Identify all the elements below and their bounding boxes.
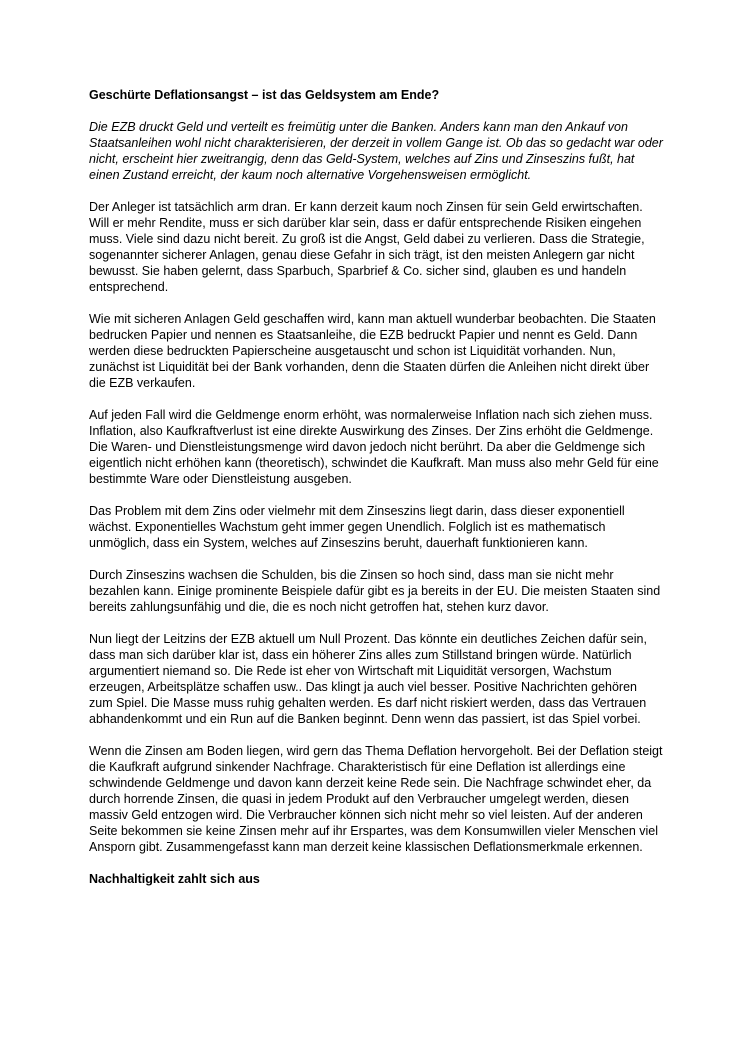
paragraph-1: Der Anleger ist tatsächlich arm dran. Er kann derzeit kaum noch Zinsen für sein Geld erwirtschaften. Will er mehr Rendite, muss er sich darüber klar sein, dass er dafür entsprechende Risiken eingehen muss. Viele sind dazu nicht bereit. Zu groß ist die Angst, Geld dabei zu verlieren. Dass die Strategie, sogenannter sicherer Anlagen, genau diese Gefahr in sich trägt, ist den meisten Anlegern gar nicht bewusst. Sie haben gelernt, dass Sparbuch, Sparbrief & Co. sicher sind, glauben es und handeln entsprechend. [89, 200, 645, 294]
section-heading: Nachhaltigkeit zahlt sich aus [89, 872, 260, 886]
paragraph-3: Auf jeden Fall wird die Geldmenge enorm erhöht, was normalerweise Inflation nach sich ziehen muss. Inflation, also Kaufkraftverlust ist eine direkte Auswirkung des Zinses. Der Zins erhöht die Geldmenge. Die Waren- und Dienstleistungsmenge wird davon jedoch nicht berührt. Da aber die Geldmenge sich eigentlich nicht erhöhen kann (theoretisch), schwindet die Kaufkraft. Man muss also mehr Geld für eine bestimmte Ware oder Dienstleistung ausgeben. [89, 408, 659, 486]
paragraph-2: Wie mit sicheren Anlagen Geld geschaffen wird, kann man aktuell wunderbar beobachten. Die Staaten bedrucken Papier und nennen es Staatsanleihe, die EZB bedruckt Papier und nennt es Geld. Dann werden diese bedruckten Papierscheine ausgetauscht und schon ist Liquidität vorhanden. Nun, zunächst ist Liquidität bei der Bank vorhanden, denn die Staaten dürfen die Anleihen nicht direkt über die EZB verkaufen. [89, 312, 656, 390]
paragraph-7: Wenn die Zinsen am Boden liegen, wird gern das Thema Deflation hervorgeholt. Bei der Deflation steigt die Kaufkraft aufgrund sinkender Nachfrage. Charakteristisch für eine Deflation ist allerdings eine schwindende Geldmenge und davon kann derzeit keine Rede sein. Die Nachfrage schwindet eher, da durch horrende Zinsen, die quasi in jedem Produkt auf den Verbraucher umgelegt werden, diesen massiv Geld entzogen wird. Die Verbraucher können sich nicht mehr so viel leisten. Auf der anderen Seite bekommen sie keine Zinsen mehr auf ihr Erspartes, was dem Konsumwillen vieler Menschen viel Ansporn gibt. Zusammengefasst kann man derzeit keine klassischen Deflationsmerkmale erkennen. [89, 744, 663, 854]
document-page [89, 87, 664, 887]
article-lead: Die EZB druckt Geld und verteilt es freimütig unter die Banken. Anders kann man den Ankauf von Staatsanleihen wohl nicht charakterisieren, der derzeit in vollem Gange ist. Ob das so gedacht war oder nicht, erscheint hier zweitrangig, denn das Geld-System, welches auf Zins und Zinseszins fußt, hat einen Zustand erreicht, der kaum noch alternative Vorgehensweisen ermöglicht. [89, 120, 663, 182]
paragraph-6: Nun liegt der Leitzins der EZB aktuell um Null Prozent. Das könnte ein deutliches Zeichen dafür sein, dass man sich darüber klar ist, dass ein höherer Zins alles zum Stillstand bringen würde. Natürlich argumentiert niemand so. Die Rede ist eher von Wirtschaft mit Liquidität versorgen, Wachstum erzeugen, Arbeitsplätze schaffen usw.. Das klingt ja auch viel besser. Positive Nachrichten gehören zum Spiel. Die Masse muss ruhig gehalten werden. Es darf nicht riskiert werden, dass das Vertrauen abhandenkommt und ein Run auf die Banken beginnt. Denn wenn das passiert, ist das Spiel vorbei. [89, 632, 647, 726]
article-title: Geschürte Deflationsangst – ist das Geldsystem am Ende? [89, 88, 440, 102]
paragraph-5: Durch Zinseszins wachsen die Schulden, bis die Zinsen so hoch sind, dass man sie nicht mehr bezahlen kann. Einige prominente Beispiele dafür gibt es ja bereits in der EU. Die meisten Staaten sind bereits zahlungsunfähig und die, die es noch nicht getroffen hat, stehen kurz davor. [89, 568, 661, 614]
paragraph-4: Das Problem mit dem Zins oder vielmehr mit dem Zinseszins liegt darin, dass dieser exponentiell wächst. Exponentielles Wachstum geht immer gegen Unendlich. Folglich ist es mathematisch unmöglich, dass ein System, welches auf Zinseszins beruht, dauerhaft funktionieren kann. [89, 504, 625, 550]
